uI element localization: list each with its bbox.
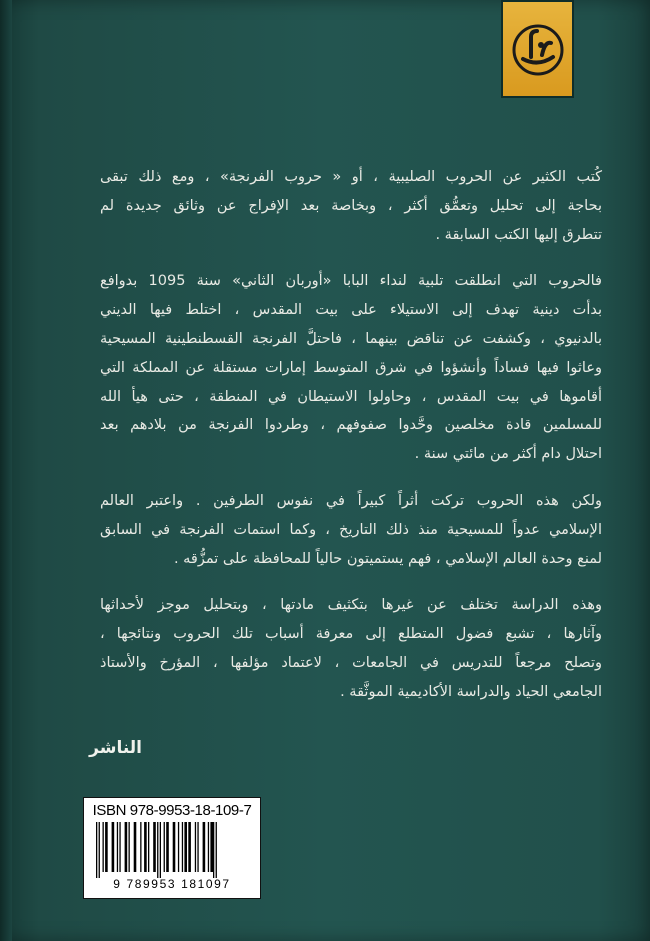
text-line: وآثارها ، تشبع فضول المتطلع إلى معرفة أسباب تلك الحروب ونتائجها ، [100,626,602,643]
barcode-bar [188,822,191,872]
barcode-bar [140,822,141,872]
text-line: تتطرق إليها الكتب السابقة . [435,226,602,243]
blurb-paragraph-1 [100,163,602,249]
barcode-bar [173,822,176,872]
barcode-bar [153,822,156,872]
blurb-paragraph-3 [100,487,602,573]
barcode-bar [195,822,196,872]
barcode-bar [197,822,198,872]
text-line: احتلال دام أكثر من مائتي سنة . [414,446,602,463]
text-line: وهذه الدراسة تختلف عن غيرها بتكثيف مادتها ، وبتحليل موجز لأحداثها [100,597,602,614]
spine-edge [0,0,12,941]
barcode-bar [99,822,100,878]
barcode-bar [208,822,209,872]
text-line: وعاثوا فيها فساداً وأنشؤوا في شرق المتوسط إمارات مستقلة عن المملكة التي [100,359,602,376]
text-line: وتصلح مرجعاً للتدريس في الجامعات ، لاعتماد مؤلفها ، المؤرخ والأستاذ [100,654,602,671]
publisher-logo-icon [511,19,565,81]
text-line: الجامعي الحياد والدراسة الأكاديمية الموثَّقة . [340,683,602,700]
barcode-bar [105,822,108,872]
barcode-bar [119,822,120,872]
barcode-bar [216,822,217,878]
text-line: بالدنيوي ، وكشفت عن تناقض بينهما ، فاحتلَّ الفرنجة القسطنطينية المسيحية [100,330,602,347]
barcode-bar [134,822,137,872]
isbn-label: ISBN 978-9953-18-109-7 [92,802,252,819]
barcode-bar [148,822,149,872]
barcode-bar [166,822,169,872]
barcode-bar [125,822,128,872]
barcode-bar [160,822,161,878]
text-line: فالحروب التي انطلقت تلبية لنداء البابا «أوربان الثاني» سنة 1095 بدوافع [100,273,602,290]
barcode-bar [178,822,179,872]
barcode-bar [157,822,158,878]
barcode-bars [90,822,254,878]
text-line: لمنع وحدة العالم الإسلامي ، فهم يستميتون حالياً للمحافظة على تمزُّقه . [173,550,602,567]
isbn-barcode [83,797,261,899]
text-line: الإسلامي عدواً للمسيحية منذ ذلك التاريخ ، وكما استمات الفرنجة في السابق [100,521,602,538]
text-line: للمسلمين قادة مخلصين وحَّدوا صفوفهم ، وطردوا الفرنجة من بلادهم بعد [100,417,602,434]
barcode-bar [210,822,213,872]
barcode-bar [164,822,165,872]
barcode-bar [213,822,214,878]
publisher-label: الناشر [89,738,142,758]
barcode-bar [117,822,118,872]
blurb-text [100,163,602,707]
text-line: ولكن هذه الحروب تركت أثراً كبيراً في نفوس الطرفين . واعتبر العالم [100,492,602,509]
barcode-bar [103,822,104,872]
text-line: كُتب الكثير عن الحروب الصليبية ، أو « حروب الفرنجة» ، ومع ذلك تبقى [100,169,602,185]
barcode-bar [203,822,206,872]
text-line: بدأت دينية تهدف إلى الاستيلاء على بيت المقدس ، اختلط فيها الديني [100,302,602,319]
blurb-paragraph-2 [100,267,602,469]
publisher-logo [501,0,574,98]
barcode-bar [96,822,97,878]
barcode-bar [144,822,147,872]
barcode-bar [184,822,187,872]
barcode-bar [182,822,183,872]
barcode-digits: 9 789953 181097 [113,877,231,891]
barcode-bar [129,822,130,872]
barcode-bar [112,822,115,872]
text-line: بحاجة إلى تحليل وتعمُّق أكثر ، وبخاصة بعد الإفراج عن وثائق جديدة لم [100,197,602,214]
text-line: أقاموها في بيت المقدس ، وحاولوا الاستيطان في المنطقة ، حتى هيأ الله [100,388,602,405]
blurb-paragraph-4 [100,591,602,706]
